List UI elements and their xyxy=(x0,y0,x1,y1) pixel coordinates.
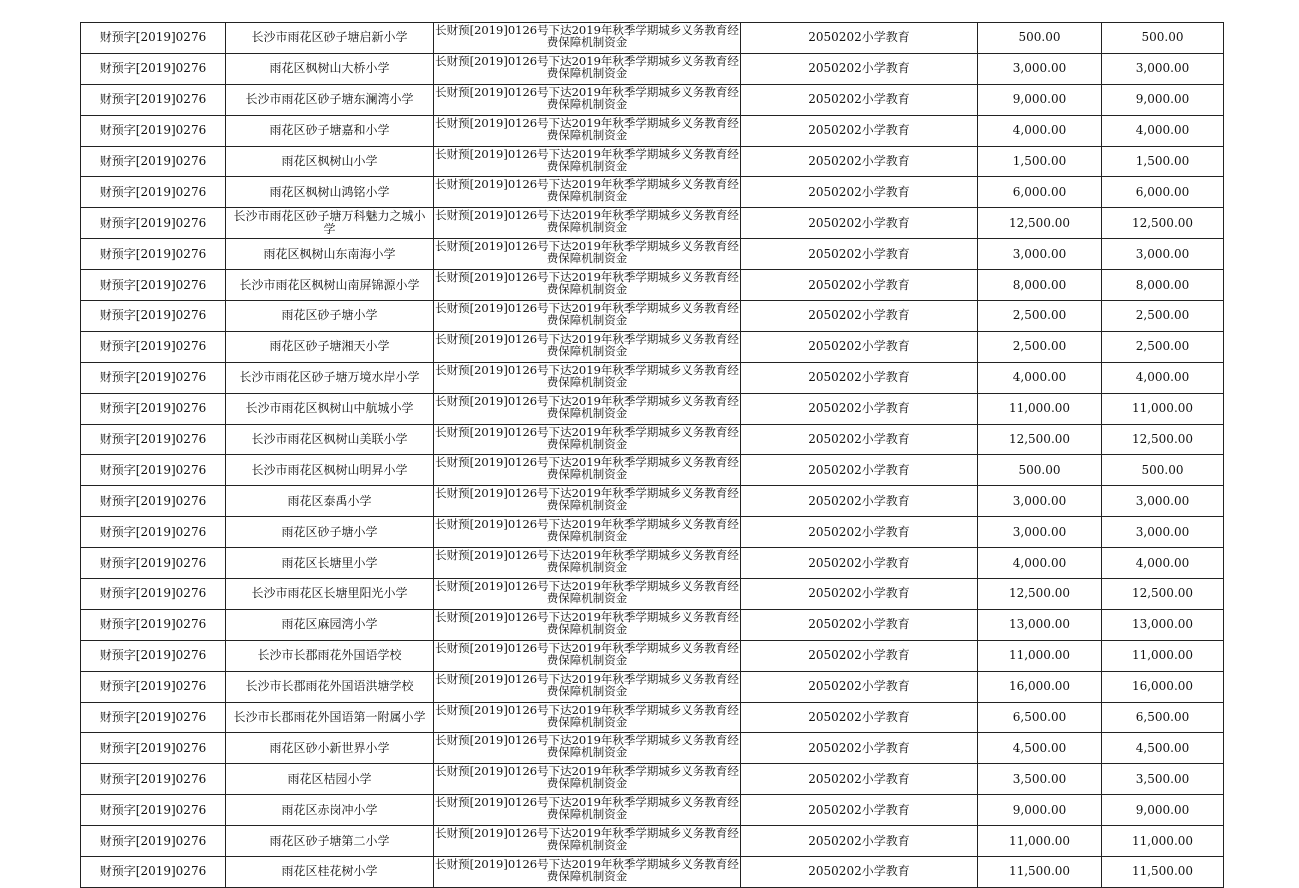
doc-number-cell: 财预字[2019]0276 xyxy=(81,795,226,826)
table-row xyxy=(81,795,1224,826)
school-name-cell: 雨花区枫树山鸿铭小学 xyxy=(226,177,434,208)
school-name-cell: 雨花区砂子塘小学 xyxy=(226,517,434,548)
amount-total-cell: 6,500.00 xyxy=(1102,702,1224,733)
table-row xyxy=(81,208,1224,239)
project-name-cell: 长财预[2019]0126号下达2019年秋季学期城乡义务教育经费保障机制资金 xyxy=(434,733,741,764)
amount-cell: 16,000.00 xyxy=(978,671,1102,702)
school-name-cell: 雨花区枫树山东南海小学 xyxy=(226,239,434,270)
school-name-cell: 长沙市雨花区枫树山中航城小学 xyxy=(226,393,434,424)
doc-number-cell: 财预字[2019]0276 xyxy=(81,331,226,362)
school-name-cell: 长沙市雨花区枫树山南屏锦源小学 xyxy=(226,270,434,301)
amount-total-cell: 4,000.00 xyxy=(1102,115,1224,146)
table-row xyxy=(81,393,1224,424)
doc-number-cell: 财预字[2019]0276 xyxy=(81,177,226,208)
amount-total-cell: 13,000.00 xyxy=(1102,609,1224,640)
project-name-cell: 长财预[2019]0126号下达2019年秋季学期城乡义务教育经费保障机制资金 xyxy=(434,362,741,393)
table-row xyxy=(81,609,1224,640)
budget-subject-cell: 2050202小学教育 xyxy=(741,239,978,270)
doc-number-cell: 财预字[2019]0276 xyxy=(81,424,226,455)
school-name-cell: 雨花区砂子塘小学 xyxy=(226,301,434,332)
project-name-cell: 长财预[2019]0126号下达2019年秋季学期城乡义务教育经费保障机制资金 xyxy=(434,517,741,548)
school-name-cell: 雨花区枫树山小学 xyxy=(226,146,434,177)
doc-number-cell: 财预字[2019]0276 xyxy=(81,455,226,486)
amount-total-cell: 9,000.00 xyxy=(1102,795,1224,826)
doc-number-cell: 财预字[2019]0276 xyxy=(81,548,226,579)
amount-cell: 6,000.00 xyxy=(978,177,1102,208)
amount-total-cell: 3,500.00 xyxy=(1102,764,1224,795)
doc-number-cell: 财预字[2019]0276 xyxy=(81,23,226,54)
table-row xyxy=(81,301,1224,332)
school-name-cell: 雨花区赤岗冲小学 xyxy=(226,795,434,826)
project-name-cell: 长财预[2019]0126号下达2019年秋季学期城乡义务教育经费保障机制资金 xyxy=(434,548,741,579)
amount-total-cell: 3,000.00 xyxy=(1102,517,1224,548)
project-name-cell: 长财预[2019]0126号下达2019年秋季学期城乡义务教育经费保障机制资金 xyxy=(434,84,741,115)
school-name-cell: 雨花区砂子塘嘉和小学 xyxy=(226,115,434,146)
amount-total-cell: 12,500.00 xyxy=(1102,579,1224,610)
project-name-cell: 长财预[2019]0126号下达2019年秋季学期城乡义务教育经费保障机制资金 xyxy=(434,393,741,424)
table-row xyxy=(81,671,1224,702)
school-name-cell: 长沙市雨花区砂子塘万境水岸小学 xyxy=(226,362,434,393)
project-name-cell: 长财预[2019]0126号下达2019年秋季学期城乡义务教育经费保障机制资金 xyxy=(434,857,741,888)
amount-total-cell: 11,500.00 xyxy=(1102,857,1224,888)
budget-subject-cell: 2050202小学教育 xyxy=(741,362,978,393)
school-name-cell: 雨花区桔园小学 xyxy=(226,764,434,795)
school-name-cell: 长沙市雨花区砂子塘东澜湾小学 xyxy=(226,84,434,115)
budget-subject-cell: 2050202小学教育 xyxy=(741,424,978,455)
school-name-cell: 雨花区枫树山大桥小学 xyxy=(226,53,434,84)
budget-subject-cell: 2050202小学教育 xyxy=(741,177,978,208)
doc-number-cell: 财预字[2019]0276 xyxy=(81,146,226,177)
amount-cell: 2,500.00 xyxy=(978,301,1102,332)
amount-cell: 9,000.00 xyxy=(978,84,1102,115)
project-name-cell: 长财预[2019]0126号下达2019年秋季学期城乡义务教育经费保障机制资金 xyxy=(434,270,741,301)
doc-number-cell: 财预字[2019]0276 xyxy=(81,857,226,888)
amount-total-cell: 2,500.00 xyxy=(1102,331,1224,362)
budget-subject-cell: 2050202小学教育 xyxy=(741,609,978,640)
budget-subject-cell: 2050202小学教育 xyxy=(741,146,978,177)
amount-cell: 2,500.00 xyxy=(978,331,1102,362)
amount-total-cell: 16,000.00 xyxy=(1102,671,1224,702)
doc-number-cell: 财预字[2019]0276 xyxy=(81,517,226,548)
amount-cell: 500.00 xyxy=(978,455,1102,486)
amount-total-cell: 4,000.00 xyxy=(1102,362,1224,393)
amount-total-cell: 11,000.00 xyxy=(1102,393,1224,424)
project-name-cell: 长财预[2019]0126号下达2019年秋季学期城乡义务教育经费保障机制资金 xyxy=(434,795,741,826)
amount-total-cell: 11,000.00 xyxy=(1102,826,1224,857)
doc-number-cell: 财预字[2019]0276 xyxy=(81,486,226,517)
project-name-cell: 长财预[2019]0126号下达2019年秋季学期城乡义务教育经费保障机制资金 xyxy=(434,486,741,517)
budget-subject-cell: 2050202小学教育 xyxy=(741,857,978,888)
amount-total-cell: 12,500.00 xyxy=(1102,208,1224,239)
amount-cell: 11,500.00 xyxy=(978,857,1102,888)
doc-number-cell: 财预字[2019]0276 xyxy=(81,702,226,733)
amount-total-cell: 3,000.00 xyxy=(1102,53,1224,84)
amount-cell: 11,000.00 xyxy=(978,393,1102,424)
budget-subject-cell: 2050202小学教育 xyxy=(741,671,978,702)
project-name-cell: 长财预[2019]0126号下达2019年秋季学期城乡义务教育经费保障机制资金 xyxy=(434,455,741,486)
project-name-cell: 长财预[2019]0126号下达2019年秋季学期城乡义务教育经费保障机制资金 xyxy=(434,53,741,84)
table-row xyxy=(81,23,1224,54)
budget-subject-cell: 2050202小学教育 xyxy=(741,548,978,579)
table-row xyxy=(81,486,1224,517)
doc-number-cell: 财预字[2019]0276 xyxy=(81,733,226,764)
project-name-cell: 长财预[2019]0126号下达2019年秋季学期城乡义务教育经费保障机制资金 xyxy=(434,424,741,455)
doc-number-cell: 财预字[2019]0276 xyxy=(81,393,226,424)
allocation-table-sheet xyxy=(80,22,1223,888)
budget-subject-cell: 2050202小学教育 xyxy=(741,393,978,424)
project-name-cell: 长财预[2019]0126号下达2019年秋季学期城乡义务教育经费保障机制资金 xyxy=(434,115,741,146)
budget-subject-cell: 2050202小学教育 xyxy=(741,53,978,84)
amount-cell: 3,500.00 xyxy=(978,764,1102,795)
project-name-cell: 长财预[2019]0126号下达2019年秋季学期城乡义务教育经费保障机制资金 xyxy=(434,671,741,702)
amount-total-cell: 3,000.00 xyxy=(1102,239,1224,270)
table-row xyxy=(81,548,1224,579)
project-name-cell: 长财预[2019]0126号下达2019年秋季学期城乡义务教育经费保障机制资金 xyxy=(434,177,741,208)
amount-cell: 9,000.00 xyxy=(978,795,1102,826)
school-name-cell: 长沙市雨花区枫树山明昇小学 xyxy=(226,455,434,486)
budget-subject-cell: 2050202小学教育 xyxy=(741,270,978,301)
amount-total-cell: 12,500.00 xyxy=(1102,424,1224,455)
amount-cell: 6,500.00 xyxy=(978,702,1102,733)
school-name-cell: 雨花区长塘里小学 xyxy=(226,548,434,579)
school-name-cell: 雨花区桂花树小学 xyxy=(226,857,434,888)
table-row xyxy=(81,702,1224,733)
amount-total-cell: 11,000.00 xyxy=(1102,640,1224,671)
budget-subject-cell: 2050202小学教育 xyxy=(741,640,978,671)
amount-cell: 4,000.00 xyxy=(978,362,1102,393)
project-name-cell: 长财预[2019]0126号下达2019年秋季学期城乡义务教育经费保障机制资金 xyxy=(434,301,741,332)
amount-cell: 13,000.00 xyxy=(978,609,1102,640)
table-row xyxy=(81,331,1224,362)
doc-number-cell: 财预字[2019]0276 xyxy=(81,640,226,671)
budget-subject-cell: 2050202小学教育 xyxy=(741,517,978,548)
budget-subject-cell: 2050202小学教育 xyxy=(741,115,978,146)
amount-cell: 4,500.00 xyxy=(978,733,1102,764)
table-row xyxy=(81,239,1224,270)
amount-cell: 3,000.00 xyxy=(978,53,1102,84)
amount-total-cell: 500.00 xyxy=(1102,455,1224,486)
school-name-cell: 长沙市雨花区枫树山美联小学 xyxy=(226,424,434,455)
school-name-cell: 长沙市长郡雨花外国语第一附属小学 xyxy=(226,702,434,733)
doc-number-cell: 财预字[2019]0276 xyxy=(81,270,226,301)
budget-subject-cell: 2050202小学教育 xyxy=(741,301,978,332)
doc-number-cell: 财预字[2019]0276 xyxy=(81,764,226,795)
budget-subject-cell: 2050202小学教育 xyxy=(741,84,978,115)
amount-cell: 11,000.00 xyxy=(978,826,1102,857)
table-row xyxy=(81,517,1224,548)
school-name-cell: 长沙市长郡雨花外国语学校 xyxy=(226,640,434,671)
school-name-cell: 雨花区砂子塘第二小学 xyxy=(226,826,434,857)
table-row xyxy=(81,115,1224,146)
project-name-cell: 长财预[2019]0126号下达2019年秋季学期城乡义务教育经费保障机制资金 xyxy=(434,826,741,857)
project-name-cell: 长财预[2019]0126号下达2019年秋季学期城乡义务教育经费保障机制资金 xyxy=(434,331,741,362)
amount-cell: 500.00 xyxy=(978,23,1102,54)
table-row xyxy=(81,857,1224,888)
table-row xyxy=(81,270,1224,301)
project-name-cell: 长财预[2019]0126号下达2019年秋季学期城乡义务教育经费保障机制资金 xyxy=(434,640,741,671)
amount-cell: 3,000.00 xyxy=(978,517,1102,548)
school-name-cell: 雨花区麻园湾小学 xyxy=(226,609,434,640)
amount-total-cell: 8,000.00 xyxy=(1102,270,1224,301)
school-name-cell: 长沙市雨花区砂子塘万科魅力之城小学 xyxy=(226,208,434,239)
project-name-cell: 长财预[2019]0126号下达2019年秋季学期城乡义务教育经费保障机制资金 xyxy=(434,23,741,54)
amount-total-cell: 3,000.00 xyxy=(1102,486,1224,517)
table-row xyxy=(81,733,1224,764)
table-row xyxy=(81,146,1224,177)
project-name-cell: 长财预[2019]0126号下达2019年秋季学期城乡义务教育经费保障机制资金 xyxy=(434,702,741,733)
project-name-cell: 长财预[2019]0126号下达2019年秋季学期城乡义务教育经费保障机制资金 xyxy=(434,146,741,177)
school-name-cell: 长沙市长郡雨花外国语洪塘学校 xyxy=(226,671,434,702)
amount-total-cell: 1,500.00 xyxy=(1102,146,1224,177)
amount-cell: 8,000.00 xyxy=(978,270,1102,301)
amount-total-cell: 4,000.00 xyxy=(1102,548,1224,579)
school-name-cell: 长沙市雨花区砂子塘启新小学 xyxy=(226,23,434,54)
amount-cell: 3,000.00 xyxy=(978,486,1102,517)
budget-subject-cell: 2050202小学教育 xyxy=(741,208,978,239)
doc-number-cell: 财预字[2019]0276 xyxy=(81,239,226,270)
doc-number-cell: 财预字[2019]0276 xyxy=(81,609,226,640)
table-row xyxy=(81,640,1224,671)
budget-subject-cell: 2050202小学教育 xyxy=(741,331,978,362)
amount-cell: 4,000.00 xyxy=(978,115,1102,146)
amount-cell: 1,500.00 xyxy=(978,146,1102,177)
budget-subject-cell: 2050202小学教育 xyxy=(741,702,978,733)
table-row xyxy=(81,455,1224,486)
amount-total-cell: 9,000.00 xyxy=(1102,84,1224,115)
table-row xyxy=(81,53,1224,84)
doc-number-cell: 财预字[2019]0276 xyxy=(81,208,226,239)
amount-total-cell: 6,000.00 xyxy=(1102,177,1224,208)
doc-number-cell: 财预字[2019]0276 xyxy=(81,826,226,857)
budget-subject-cell: 2050202小学教育 xyxy=(741,826,978,857)
amount-cell: 4,000.00 xyxy=(978,548,1102,579)
table-row xyxy=(81,764,1224,795)
school-name-cell: 雨花区砂子塘湘天小学 xyxy=(226,331,434,362)
budget-subject-cell: 2050202小学教育 xyxy=(741,795,978,826)
project-name-cell: 长财预[2019]0126号下达2019年秋季学期城乡义务教育经费保障机制资金 xyxy=(434,208,741,239)
project-name-cell: 长财预[2019]0126号下达2019年秋季学期城乡义务教育经费保障机制资金 xyxy=(434,579,741,610)
school-name-cell: 雨花区砂小新世界小学 xyxy=(226,733,434,764)
school-name-cell: 雨花区泰禹小学 xyxy=(226,486,434,517)
amount-cell: 12,500.00 xyxy=(978,424,1102,455)
table-row xyxy=(81,177,1224,208)
budget-subject-cell: 2050202小学教育 xyxy=(741,579,978,610)
budget-subject-cell: 2050202小学教育 xyxy=(741,764,978,795)
project-name-cell: 长财预[2019]0126号下达2019年秋季学期城乡义务教育经费保障机制资金 xyxy=(434,609,741,640)
amount-cell: 12,500.00 xyxy=(978,208,1102,239)
budget-subject-cell: 2050202小学教育 xyxy=(741,733,978,764)
doc-number-cell: 财预字[2019]0276 xyxy=(81,84,226,115)
doc-number-cell: 财预字[2019]0276 xyxy=(81,53,226,84)
allocation-table xyxy=(80,22,1224,888)
amount-total-cell: 500.00 xyxy=(1102,23,1224,54)
school-name-cell: 长沙市雨花区长塘里阳光小学 xyxy=(226,579,434,610)
table-row xyxy=(81,826,1224,857)
amount-cell: 12,500.00 xyxy=(978,579,1102,610)
project-name-cell: 长财预[2019]0126号下达2019年秋季学期城乡义务教育经费保障机制资金 xyxy=(434,239,741,270)
table-row xyxy=(81,579,1224,610)
doc-number-cell: 财预字[2019]0276 xyxy=(81,579,226,610)
doc-number-cell: 财预字[2019]0276 xyxy=(81,301,226,332)
table-row xyxy=(81,84,1224,115)
budget-subject-cell: 2050202小学教育 xyxy=(741,486,978,517)
doc-number-cell: 财预字[2019]0276 xyxy=(81,362,226,393)
amount-cell: 11,000.00 xyxy=(978,640,1102,671)
amount-total-cell: 4,500.00 xyxy=(1102,733,1224,764)
budget-subject-cell: 2050202小学教育 xyxy=(741,455,978,486)
table-body xyxy=(81,23,1224,888)
doc-number-cell: 财预字[2019]0276 xyxy=(81,115,226,146)
project-name-cell: 长财预[2019]0126号下达2019年秋季学期城乡义务教育经费保障机制资金 xyxy=(434,764,741,795)
amount-total-cell: 2,500.00 xyxy=(1102,301,1224,332)
budget-subject-cell: 2050202小学教育 xyxy=(741,23,978,54)
doc-number-cell: 财预字[2019]0276 xyxy=(81,671,226,702)
table-row xyxy=(81,362,1224,393)
amount-cell: 3,000.00 xyxy=(978,239,1102,270)
table-row xyxy=(81,424,1224,455)
